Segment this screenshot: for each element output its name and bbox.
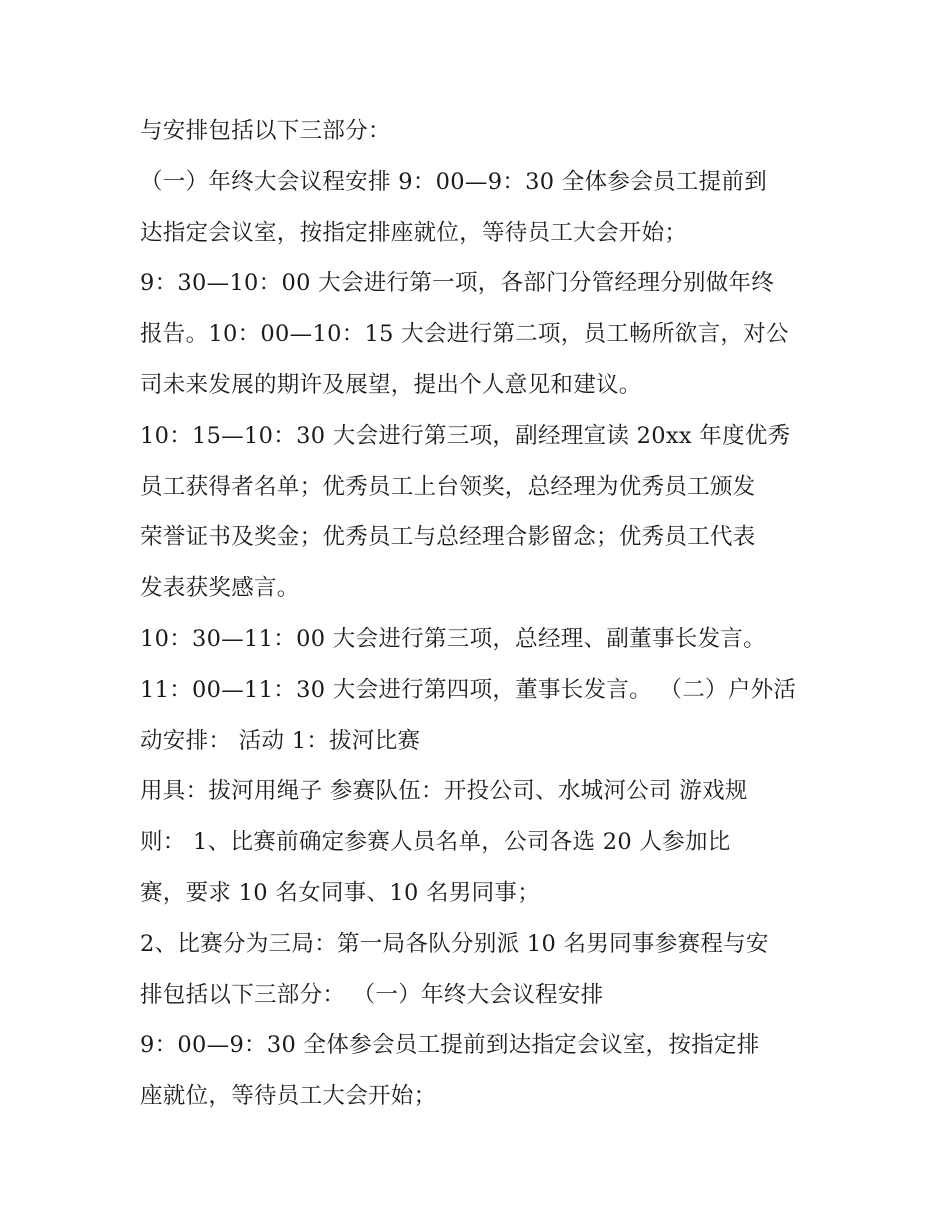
- text-line: 10：30—11：00 大会进行第三项，总经理、副董事长发言。: [140, 625, 766, 652]
- text-line: 与安排包括以下三部分：: [140, 118, 391, 144]
- text-line: 赛，要求 10 名女同事、10 名男同事；: [140, 879, 541, 906]
- text-line: 荣誉证书及奖金；优秀员工与总经理合影留念；优秀员工代表: [140, 524, 756, 551]
- text-line: 2、比赛分为三局：第一局各队分别派 10 名男同事参赛程与安: [140, 930, 769, 957]
- text-line: 排包括以下三部分： （一）年终大会议程安排: [140, 981, 604, 1008]
- text-line: 达指定会议室，按指定排座就位，等待员工大会开始；: [140, 219, 688, 246]
- text-line: 座就位，等待员工大会开始；: [140, 1083, 437, 1110]
- text-line: 司未来发展的期许及展望，提出个人意见和建议。: [140, 371, 642, 398]
- text-line: 11：00—11：30 大会进行第四项，董事长发言。 （二）户外活: [140, 676, 797, 703]
- text-line: 9：30—10：00 大会进行第一项，各部门分管经理分别做年终: [140, 270, 775, 297]
- text-line: 则： 1、比赛前确定参赛人员名单，公司各选 20 人参加比: [140, 829, 731, 856]
- text-line: 10：15—10：30 大会进行第三项，副经理宣读 20xx 年度优秀: [140, 422, 791, 449]
- text-line: 发表获奖感言。: [140, 575, 300, 602]
- text-line: 动安排： 活动 1：拔河比赛: [140, 727, 421, 754]
- text-line: 报告。10：00—10：15 大会进行第二项，员工畅所欲言，对公: [140, 321, 789, 348]
- text-line: 用具：拔河用绳子 参赛队伍：开投公司、水城河公司 游戏规: [140, 778, 748, 805]
- text-line: 9：00—9：30 全体参会员工提前到达指定会议室，按指定排: [140, 1032, 760, 1059]
- document-body: [140, 106, 820, 1122]
- text-line: （一）年终大会议程安排 9：00—9：30 全体参会员工提前到: [140, 168, 767, 195]
- text-line: 员工获得者名单；优秀员工上台领奖，总经理为优秀员工颁发: [140, 473, 756, 500]
